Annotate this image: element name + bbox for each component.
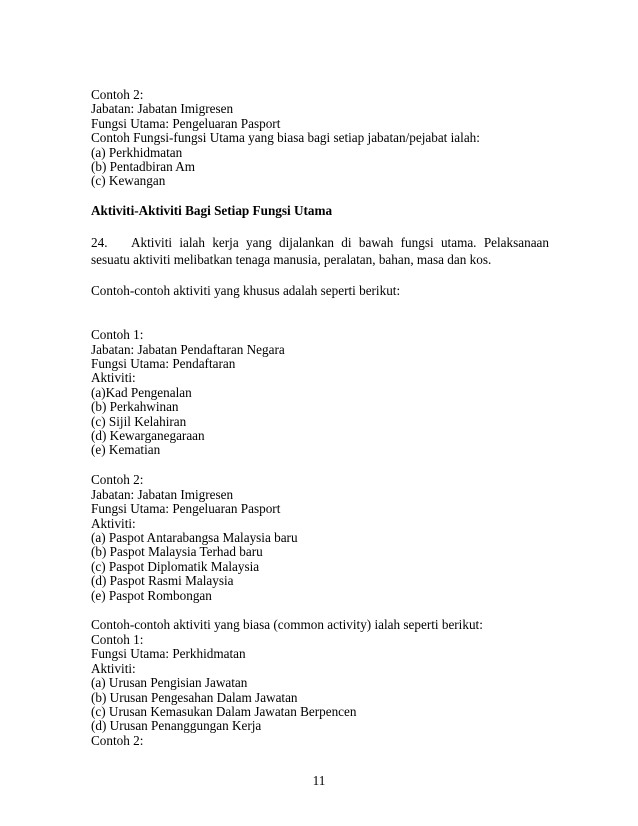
text-line: Aktiviti: [91,660,136,676]
text-line: Aktiviti: [91,370,136,386]
list-item: (a) Urusan Pengisian Jawatan [91,675,248,691]
text-line: Contoh Fungsi-fungsi Utama yang biasa bagi setiap jabatan/pejabat ialah: [91,130,480,146]
list-item: (c) Paspot Diplomatik Malaysia [91,558,260,574]
list-item: (c) Kewangan [91,173,166,189]
example-block-3 [91,473,549,603]
text-line: Fungsi Utama: Pengeluaran Pasport [91,115,281,131]
list-item: (b) Pentadbiran Am [91,159,196,175]
text-line: Jabatan: Jabatan Imigresen [91,101,234,117]
text-line: Contoh 2: [91,472,144,488]
text-line: Contoh-contoh aktiviti yang biasa (common activity) ialah seperti berikut: [91,617,483,633]
list-item: (c) Urusan Kemasukan Dalam Jawatan Berpencen [91,703,357,719]
list-item: (c) Sijil Kelahiran [91,413,187,429]
text-line: Aktiviti: [91,515,136,531]
paragraph-number: 24. [91,235,108,251]
list-item: (e) Paspot Rombongan [91,587,212,603]
text-line: Contoh 2: [91,732,144,748]
example-block-4 [91,618,549,748]
example-block-1 [91,88,549,189]
list-item: (e) Kematian [91,442,161,458]
list-item: (d) Kewarganegaraan [91,428,205,443]
text-line: Fungsi Utama: Pendaftaran [91,355,236,371]
list-item: (b) Paspot Malaysia Terhad baru [91,544,263,560]
text-line: Jabatan: Jabatan Imigresen [91,486,234,502]
section-heading: Aktiviti-Aktiviti Bagi Setiap Fungsi Utama [91,203,333,219]
text-line: Contoh 1: [91,631,144,647]
list-item: (d) Paspot Rasmi Malaysia [91,573,234,589]
text-line: Fungsi Utama: Perkhidmatan [91,646,246,662]
list-item: (a) Perkhidmatan [91,144,183,160]
text-line: Jabatan: Jabatan Pendaftaran Negara [91,341,285,357]
text-line: Contoh 1: [91,327,144,343]
list-item: (a)Kad Pengenalan [91,384,192,400]
text-line: Contoh 2: [91,87,144,102]
paragraph-24 [91,234,549,268]
list-item: (a) Paspot Antarabangsa Malaysia baru [91,529,298,545]
list-item: (b) Urusan Pengesahan Dalam Jawatan [91,689,298,705]
paragraph-text: Aktiviti ialah kerja yang dijalankan di bawah fungsi utama. Pelaksanaan sesuatu aktiviti melibatkan tenaga manusia, peralatan, bahan, masa dan kos. [91,235,549,268]
intro-text: Contoh-contoh aktiviti yang khusus adalah seperti berikut: [91,282,401,298]
text-line: Fungsi Utama: Pengeluaran Pasport [91,501,281,517]
example-block-2 [91,328,549,458]
page-number: 11 [312,773,326,788]
list-item: (d) Urusan Penanggungan Kerja [91,718,262,734]
list-item: (b) Perkahwinan [91,399,179,415]
page-content [91,88,549,748]
